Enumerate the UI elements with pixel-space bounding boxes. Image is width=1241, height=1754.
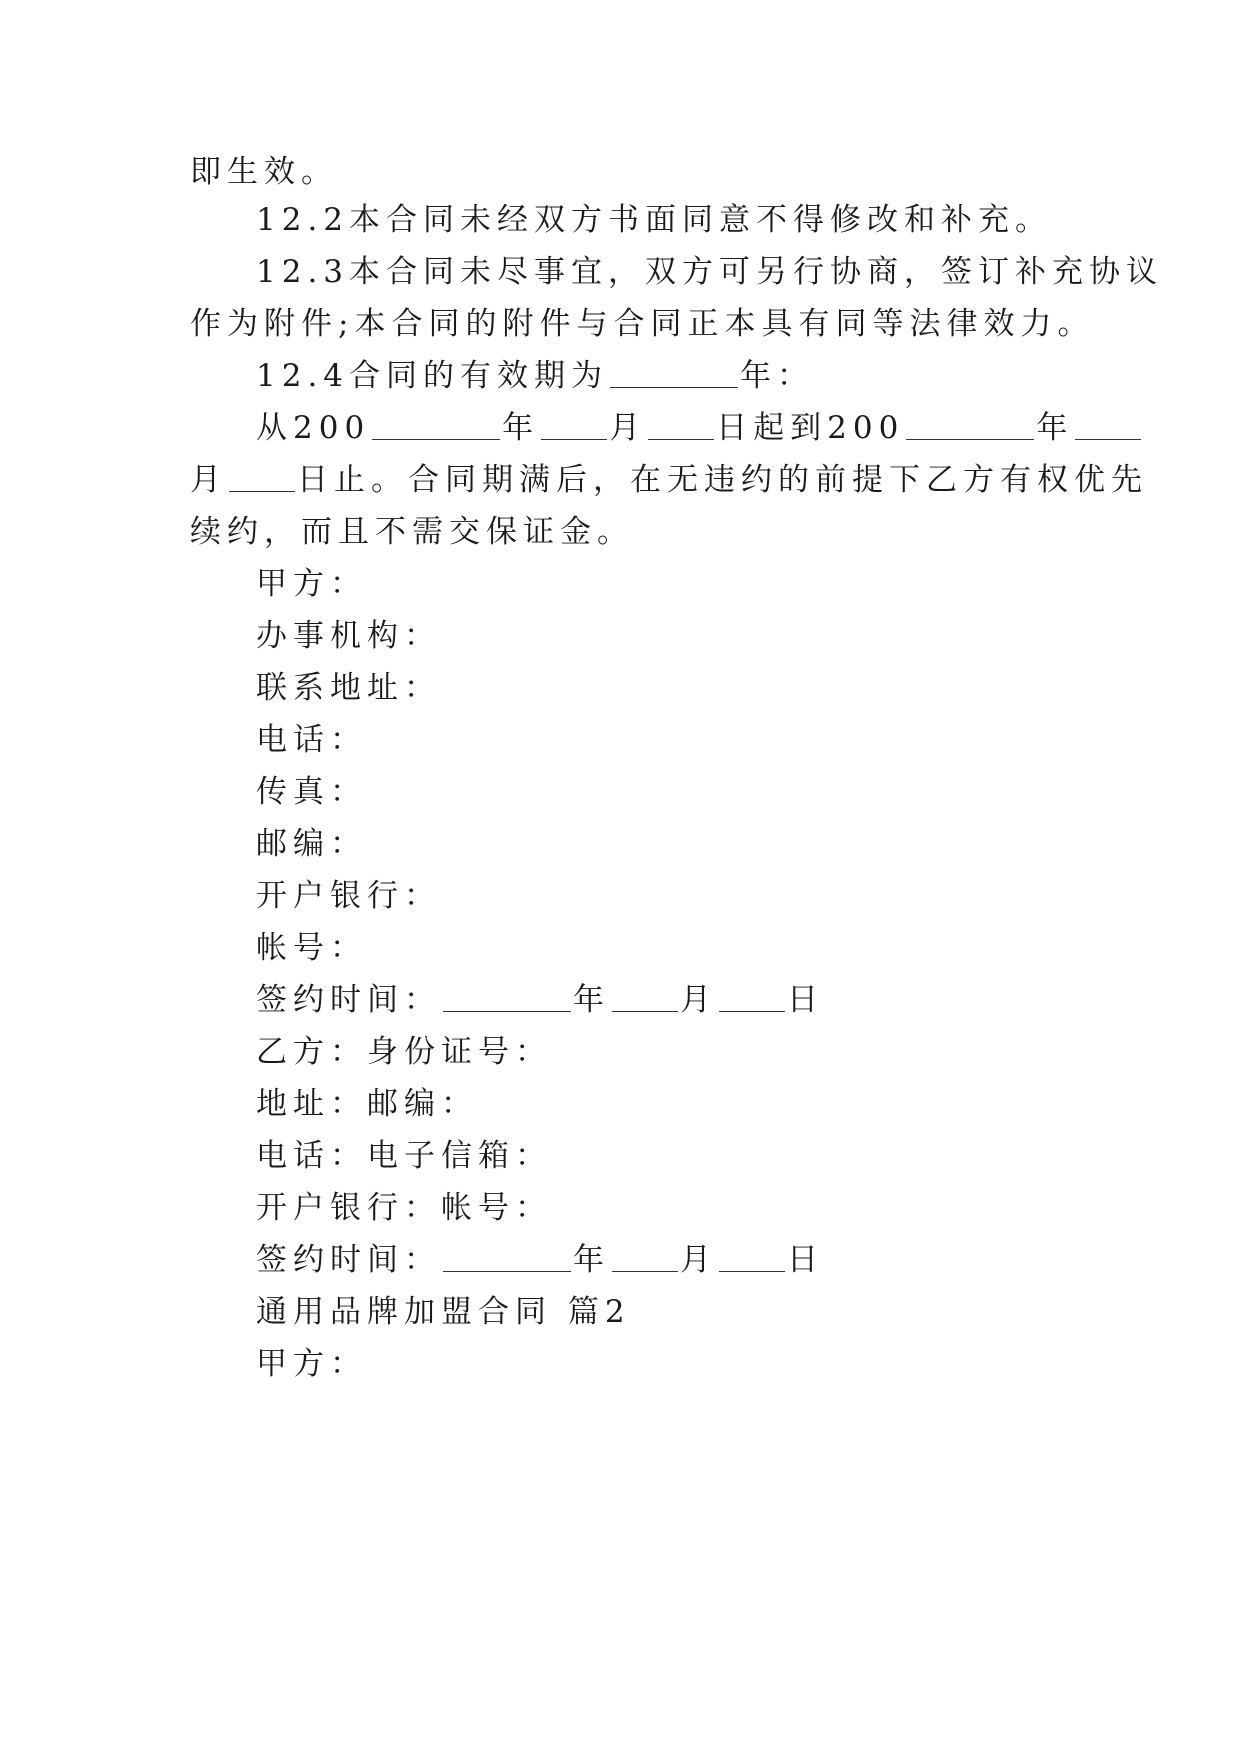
- blank-start-day: [648, 409, 714, 440]
- text: 通用品牌加盟合同 篇2: [256, 1294, 631, 1330]
- text: 即生效。: [190, 154, 338, 190]
- text: 日: [787, 1242, 824, 1278]
- text: 电话：: [256, 722, 367, 758]
- account-label: [256, 919, 1126, 977]
- bank-label: [256, 867, 1126, 925]
- text: 月: [190, 462, 227, 498]
- text: 12.2本合同未经双方书面同意不得修改和补充。: [256, 202, 1053, 238]
- text: 甲方：: [256, 566, 367, 602]
- blank-day: [719, 1241, 785, 1272]
- blank-start-year: [372, 409, 500, 440]
- text: 开户银行：: [256, 878, 441, 914]
- blank-end-day: [229, 461, 295, 492]
- party-a-label-2: [256, 1335, 1126, 1393]
- blank-year: [443, 1241, 571, 1272]
- phone-label: [256, 711, 1126, 769]
- clause-12-4: [256, 347, 1126, 405]
- text: 年: [502, 410, 540, 446]
- text: 12.3本合同未尽事宜，双方可另行协商，签订补充协议: [256, 254, 1164, 290]
- text: 签约时间：: [256, 1242, 441, 1278]
- text: 年：: [740, 358, 815, 394]
- party-b-label: [256, 1023, 1126, 1081]
- text: 作为附件;本合同的附件与合同正本具有同等法律效力。: [190, 306, 1095, 342]
- text: 办事机构：: [256, 618, 441, 654]
- text: 年: [573, 1242, 610, 1278]
- text: 日起到200: [716, 410, 905, 446]
- renewal-line: [190, 503, 1060, 561]
- text: 传真：: [256, 774, 367, 810]
- text: 年: [1036, 410, 1074, 446]
- text: 邮编：: [256, 826, 367, 862]
- blank-end-month: [1075, 409, 1141, 440]
- text: 年: [573, 982, 610, 1018]
- blank-month: [612, 1241, 678, 1272]
- text: 开户银行：帐号：: [256, 1190, 552, 1226]
- text: 从200: [256, 410, 371, 446]
- text: 月: [680, 1242, 717, 1278]
- text: 联系地址：: [256, 670, 441, 706]
- text: 地址：邮编：: [256, 1086, 478, 1122]
- clause-12-2: [256, 191, 1126, 249]
- text: 月: [609, 410, 647, 446]
- blank-month: [612, 981, 678, 1012]
- blank-end-year: [906, 409, 1034, 440]
- text: 乙方：身份证号：: [256, 1034, 552, 1070]
- sign-date-a: [256, 971, 1126, 1029]
- clause-12-3-cont: [190, 295, 1095, 353]
- text: 日: [787, 982, 824, 1018]
- validity-period-line: [256, 399, 1126, 457]
- text: 电话：电子信箱：: [256, 1138, 552, 1174]
- blank-years: [610, 357, 738, 388]
- text: 帐号：: [256, 930, 367, 966]
- blank-year: [443, 981, 571, 1012]
- blank-start-month: [541, 409, 607, 440]
- sign-date-b: [256, 1231, 1126, 1289]
- office-label: [256, 607, 1126, 665]
- text: 签约时间：: [256, 982, 441, 1018]
- text: 12.4合同的有效期为: [256, 358, 609, 394]
- bank-account-label: [256, 1179, 1126, 1237]
- section-title: [256, 1283, 1126, 1341]
- blank-day: [719, 981, 785, 1012]
- postcode-label: [256, 815, 1126, 873]
- text: 续约，而且不需交保证金。: [190, 514, 634, 550]
- validity-period-cont: [190, 451, 1148, 509]
- fax-label: [256, 763, 1126, 821]
- text: 月: [680, 982, 717, 1018]
- phone-email-label: [256, 1127, 1126, 1185]
- text: 日止。合同期满后，在无违约的前提下乙方有权优先: [297, 462, 1148, 498]
- party-a-label: [256, 555, 1126, 613]
- address-postcode-label: [256, 1075, 1126, 1133]
- clause-12-3: [256, 243, 1164, 301]
- text: 甲方：: [256, 1346, 367, 1382]
- address-label: [256, 659, 1126, 717]
